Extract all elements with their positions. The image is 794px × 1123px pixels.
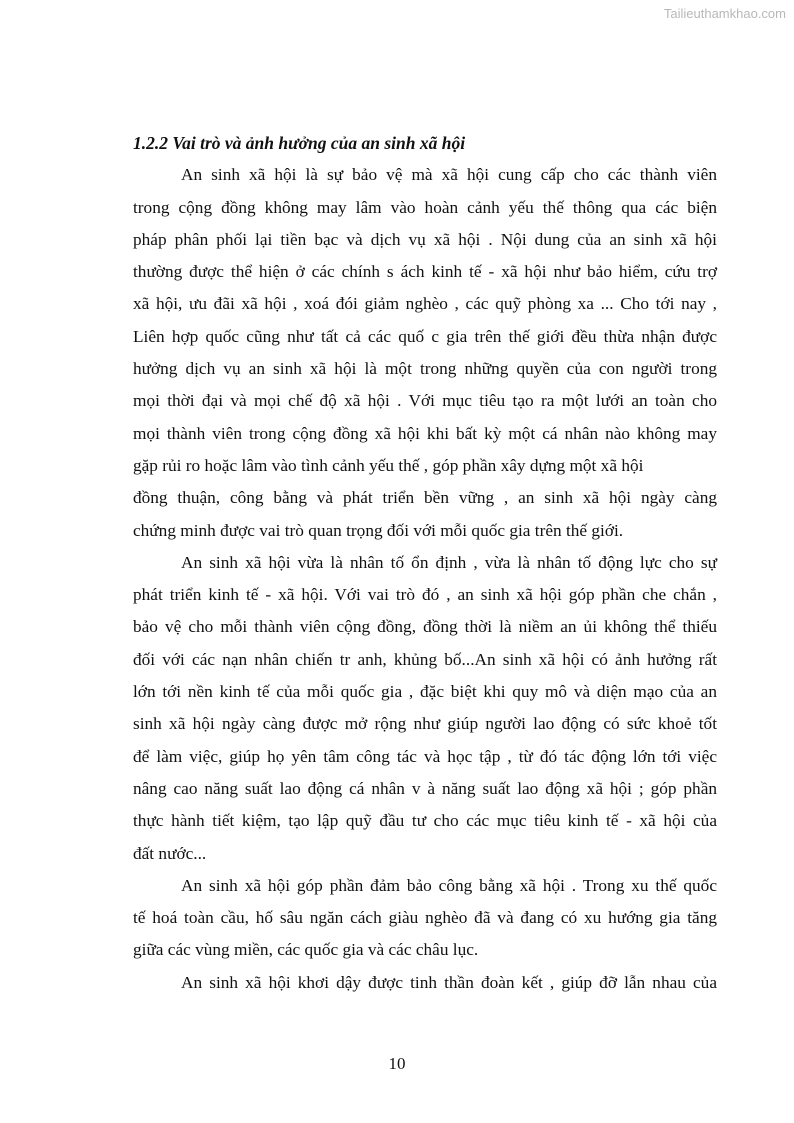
section-heading: 1.2.2 Vai trò và ảnh hưởng của an sinh xã hội xyxy=(133,133,466,153)
text-line: An sinh xã hội khơi dậy được tinh thần đoàn kết , giúp đỡ lẫn nhau của xyxy=(181,972,717,992)
page-number: 10 xyxy=(388,1054,406,1073)
text-line: giữa các vùng miền, các quốc gia và các châu lục. xyxy=(133,940,479,960)
watermark: Tailieuthamkhao.com xyxy=(663,6,786,21)
text-line: sinh xã hội ngày càng được mở rộng như giúp người lao động có sức khoẻ tốt xyxy=(133,714,717,734)
paragraph xyxy=(133,870,717,967)
text-line: lớn tới nền kinh tế của mỗi quốc gia , đặc biệt khi quy mô và diện mạo của an xyxy=(133,682,717,702)
text-line: phát triển kinh tế - xã hội. Với vai trò đó , an sinh xã hội góp phần che chắn , xyxy=(133,585,717,605)
text-line: xã hội, ưu đãi xã hội , xoá đói giảm nghèo , các quỹ phòng xa ... Cho tới nay , xyxy=(133,294,717,314)
text-line: bảo vệ cho mỗi thành viên cộng đồng, đồng thời là niềm an ủi không thể thiếu xyxy=(133,617,717,637)
text-line: thường được thể hiện ở các chính s ách kinh tế - xã hội như bảo hiểm, cứu trợ xyxy=(133,262,717,282)
text-line: trong cộng đồng không may lâm vào hoàn cảnh yếu thế thông qua các biện xyxy=(133,197,717,217)
text-line: Liên hợp quốc cũng như tất cả các quố c gia trên thế giới đều thừa nhận được xyxy=(133,326,717,346)
text-line: hưởng dịch vụ an sinh xã hội là một trong những quyền của con người trong xyxy=(133,359,717,379)
text-line: nâng cao năng suất lao động cá nhân v à năng suất lao động xã hội ; góp phần xyxy=(133,778,717,798)
text-line: mọi thời đại và mọi chế độ xã hội . Với mục tiêu tạo ra một lưới an toàn cho xyxy=(133,391,717,411)
text-line: để làm việc, giúp họ yên tâm công tác và học tập , từ đó tác động lớn tới việc xyxy=(133,746,717,766)
text-line: mọi thành viên trong cộng đồng xã hội khi bất kỳ một cá nhân nào không may xyxy=(133,423,717,443)
text-line: thực hành tiết kiệm, tạo lập quỹ đầu tư cho các mục tiêu kinh tế - xã hội của xyxy=(133,811,717,831)
paragraph xyxy=(133,967,717,999)
text-line: đối với các nạn nhân chiến tr anh, khủng bố...An sinh xã hội có ảnh hưởng rất xyxy=(133,649,717,669)
text-line: An sinh xã hội là sự bảo vệ mà xã hội cung cấp cho các thành viên xyxy=(181,165,717,185)
document-body xyxy=(133,127,717,999)
text-line: pháp phân phối lại tiền bạc và dịch vụ xã hội . Nội dung của an sinh xã hội xyxy=(133,229,717,249)
text-line: đất nước... xyxy=(133,843,207,863)
text-line: gặp rủi ro hoặc lâm vào tình cảnh yếu thế , góp phần xây dựng một xã hội xyxy=(133,455,644,475)
text-line: An sinh xã hội góp phần đảm bảo công bằng xã hội . Trong xu thế quốc xyxy=(181,875,717,895)
text-line: tế hoá toàn cầu, hố sâu ngăn cách giàu nghèo đã và đang có xu hướng gia tăng xyxy=(133,908,717,928)
text-line: đồng thuận, công bằng và phát triển bền vững , an sinh xã hội ngày càng xyxy=(133,488,717,508)
text-line: chứng minh được vai trò quan trọng đối với mỗi quốc gia trên thế giới. xyxy=(133,520,624,540)
paragraph xyxy=(133,159,717,547)
paragraph xyxy=(133,547,717,870)
text-line: An sinh xã hội vừa là nhân tố ổn định , vừa là nhân tố động lực cho sự xyxy=(181,552,717,572)
